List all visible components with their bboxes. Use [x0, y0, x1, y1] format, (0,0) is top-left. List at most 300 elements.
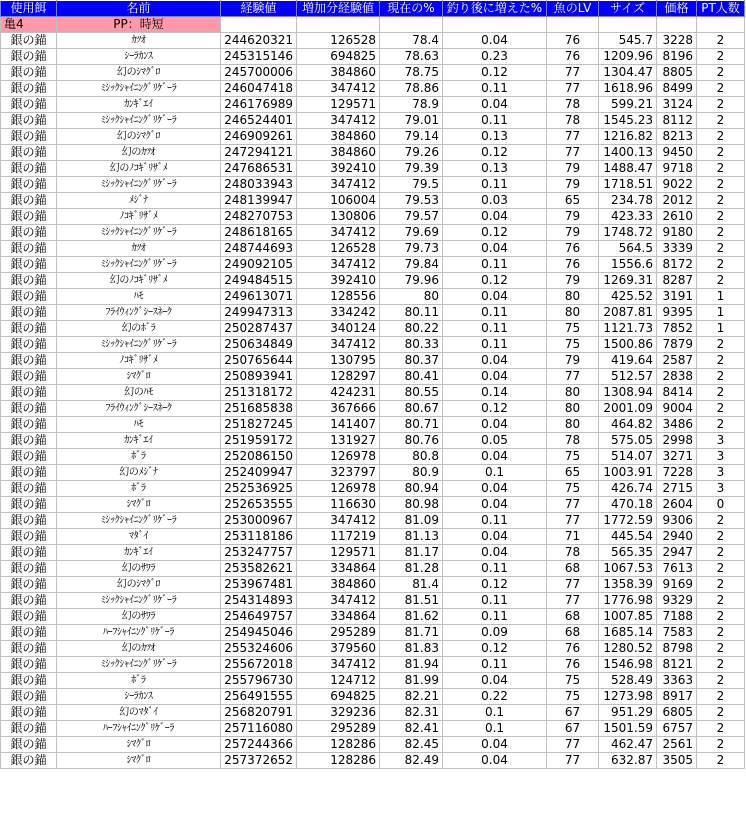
- cell-pct-gain[interactable]: 0.04: [443, 209, 547, 225]
- cell-fish-level[interactable]: 77: [547, 753, 599, 769]
- cell-pct-gain[interactable]: 0.12: [443, 273, 547, 289]
- cell-price[interactable]: 8805: [657, 65, 697, 81]
- cell-pct-gain[interactable]: 0.04: [443, 481, 547, 497]
- cell-fish-name[interactable]: ﾉｺｷﾞﾘｻﾞﾒ: [57, 209, 221, 225]
- cell-fish-level[interactable]: 79: [547, 209, 599, 225]
- cell-party-size[interactable]: 2: [697, 209, 745, 225]
- cell-exp-gain[interactable]: 347412: [297, 513, 380, 529]
- cell-fish-name[interactable]: ﾌﾗｲｳｨﾝｸﾞｼｰｽﾈｰｸ: [57, 305, 221, 321]
- cell-party-size[interactable]: 3: [697, 449, 745, 465]
- cell-party-size[interactable]: 2: [697, 241, 745, 257]
- cell-party-size[interactable]: 2: [697, 113, 745, 129]
- cell-pct-gain[interactable]: 0.04: [443, 289, 547, 305]
- cell-current-pct[interactable]: 81.94: [380, 657, 443, 673]
- cell-party-size[interactable]: 1: [697, 289, 745, 305]
- cell-exp-gain[interactable]: 384860: [297, 145, 380, 161]
- cell-price[interactable]: 2998: [657, 433, 697, 449]
- cell-current-pct[interactable]: 81.62: [380, 609, 443, 625]
- cell-current-pct[interactable]: 80: [380, 289, 443, 305]
- cell-fish-level[interactable]: 71: [547, 529, 599, 545]
- cell-party-size[interactable]: 2: [697, 129, 745, 145]
- cell-fish-level[interactable]: 78: [547, 433, 599, 449]
- cell-size[interactable]: 426.74: [599, 481, 657, 497]
- cell-pct-gain[interactable]: 0.04: [443, 97, 547, 113]
- cell-party-size[interactable]: 2: [697, 161, 745, 177]
- cell-bait[interactable]: 銀の錨: [1, 225, 57, 241]
- cell-price[interactable]: 3191: [657, 289, 697, 305]
- cell-party-size[interactable]: 3: [697, 433, 745, 449]
- cell-exp[interactable]: 252409947: [221, 465, 297, 481]
- cell-current-pct[interactable]: 79.26: [380, 145, 443, 161]
- cell-fish-level[interactable]: 68: [547, 625, 599, 641]
- cell-price[interactable]: 3363: [657, 673, 697, 689]
- cell-fish-level[interactable]: 75: [547, 449, 599, 465]
- cell-price[interactable]: 7228: [657, 465, 697, 481]
- header-fish-level[interactable]: 魚のLV: [547, 1, 599, 17]
- cell-exp[interactable]: 255324606: [221, 641, 297, 657]
- cell-fish-name[interactable]: 幻のｼﾏｸﾞﾛ: [57, 65, 221, 81]
- cell-price[interactable]: 7613: [657, 561, 697, 577]
- cell-price[interactable]: 2715: [657, 481, 697, 497]
- cell-current-pct[interactable]: 78.4: [380, 33, 443, 49]
- cell-size[interactable]: 2001.09: [599, 401, 657, 417]
- cell-fish-name[interactable]: ｼﾏｸﾞﾛ: [57, 737, 221, 753]
- cell-fish-name[interactable]: ﾐｼｯｸｼｬｲﾆﾝｸﾞﾘｹﾞｰﾗ: [57, 257, 221, 273]
- cell-bait[interactable]: 銀の錨: [1, 49, 57, 65]
- cell-exp[interactable]: 255796730: [221, 673, 297, 689]
- cell-fish-name[interactable]: ｼﾏｸﾞﾛ: [57, 497, 221, 513]
- cell-exp[interactable]: 250893941: [221, 369, 297, 385]
- cell-exp[interactable]: 248139947: [221, 193, 297, 209]
- cell-price[interactable]: 8798: [657, 641, 697, 657]
- cell-price[interactable]: 8499: [657, 81, 697, 97]
- cell-party-size[interactable]: 2: [697, 401, 745, 417]
- cell-party-size[interactable]: 2: [697, 705, 745, 721]
- cell-bait[interactable]: 銀の錨: [1, 209, 57, 225]
- cell-party-size[interactable]: 2: [697, 577, 745, 593]
- cell-bait[interactable]: 銀の錨: [1, 145, 57, 161]
- cell-current-pct[interactable]: 78.86: [380, 81, 443, 97]
- cell-price[interactable]: 8172: [657, 257, 697, 273]
- cell-fish-name[interactable]: ﾌﾗｲｳｨﾝｸﾞｼｰｽﾈｰｸ: [57, 401, 221, 417]
- cell-size[interactable]: 1718.51: [599, 177, 657, 193]
- cell-price[interactable]: 7852: [657, 321, 697, 337]
- cell-bait[interactable]: 銀の錨: [1, 65, 57, 81]
- cell-bait[interactable]: 銀の錨: [1, 529, 57, 545]
- cell-pct-gain[interactable]: 0.03: [443, 193, 547, 209]
- cell-party-size[interactable]: 2: [697, 385, 745, 401]
- cell-exp[interactable]: 250765644: [221, 353, 297, 369]
- cell-current-pct[interactable]: 79.57: [380, 209, 443, 225]
- cell-price[interactable]: 9004: [657, 401, 697, 417]
- cell-fish-name[interactable]: ﾎﾞﾗ: [57, 449, 221, 465]
- cell-price[interactable]: 3505: [657, 753, 697, 769]
- cell-fish-name[interactable]: 幻のｻﾜﾗ: [57, 561, 221, 577]
- cell-fish-name[interactable]: ｶﾝｷﾞｴｲ: [57, 97, 221, 113]
- cell-bait[interactable]: 銀の錨: [1, 97, 57, 113]
- cell-price[interactable]: 8196: [657, 49, 697, 65]
- cell-fish-name[interactable]: ﾊｰﾌｼｬｲﾆﾝｸﾞﾘｹﾞｰﾗ: [57, 721, 221, 737]
- cell-exp[interactable]: 252086150: [221, 449, 297, 465]
- cell-bait[interactable]: 銀の錨: [1, 641, 57, 657]
- cell-pct-gain[interactable]: 0.12: [443, 145, 547, 161]
- cell-size[interactable]: 1209.96: [599, 49, 657, 65]
- cell-pct-gain[interactable]: 0.13: [443, 161, 547, 177]
- cell-exp-gain[interactable]: 334864: [297, 561, 380, 577]
- cell-size[interactable]: 632.87: [599, 753, 657, 769]
- cell-current-pct[interactable]: 81.71: [380, 625, 443, 641]
- empty-cell[interactable]: [380, 17, 443, 33]
- cell-party-size[interactable]: 2: [697, 337, 745, 353]
- cell-exp[interactable]: 253118186: [221, 529, 297, 545]
- cell-pct-gain[interactable]: 0.12: [443, 225, 547, 241]
- cell-fish-level[interactable]: 76: [547, 657, 599, 673]
- cell-pct-gain[interactable]: 0.11: [443, 81, 547, 97]
- cell-exp-gain[interactable]: 295289: [297, 721, 380, 737]
- cell-pct-gain[interactable]: 0.13: [443, 129, 547, 145]
- cell-price[interactable]: 3228: [657, 33, 697, 49]
- cell-exp[interactable]: 252653555: [221, 497, 297, 513]
- cell-bait[interactable]: 銀の錨: [1, 737, 57, 753]
- cell-size[interactable]: 1273.98: [599, 689, 657, 705]
- cell-size[interactable]: 462.47: [599, 737, 657, 753]
- cell-bait[interactable]: 銀の錨: [1, 481, 57, 497]
- cell-exp-gain[interactable]: 694825: [297, 49, 380, 65]
- cell-size[interactable]: 1545.23: [599, 113, 657, 129]
- cell-exp-gain[interactable]: 347412: [297, 593, 380, 609]
- cell-bait[interactable]: 銀の錨: [1, 577, 57, 593]
- cell-exp-gain[interactable]: 126528: [297, 33, 380, 49]
- cell-party-size[interactable]: 2: [697, 97, 745, 113]
- cell-size[interactable]: 951.29: [599, 705, 657, 721]
- cell-exp-gain[interactable]: 130795: [297, 353, 380, 369]
- cell-exp-gain[interactable]: 334864: [297, 609, 380, 625]
- cell-price[interactable]: 9180: [657, 225, 697, 241]
- cell-size[interactable]: 470.18: [599, 497, 657, 513]
- cell-current-pct[interactable]: 82.49: [380, 753, 443, 769]
- cell-fish-name[interactable]: 幻のﾏﾀﾞｲ: [57, 705, 221, 721]
- cell-party-size[interactable]: 2: [697, 641, 745, 657]
- cell-price[interactable]: 8917: [657, 689, 697, 705]
- cell-exp[interactable]: 250287437: [221, 321, 297, 337]
- cell-exp-gain[interactable]: 129571: [297, 97, 380, 113]
- cell-pct-gain[interactable]: 0.04: [443, 449, 547, 465]
- cell-fish-level[interactable]: 76: [547, 241, 599, 257]
- cell-size[interactable]: 1772.59: [599, 513, 657, 529]
- cell-exp-gain[interactable]: 347412: [297, 337, 380, 353]
- cell-exp-gain[interactable]: 340124: [297, 321, 380, 337]
- cell-pct-gain[interactable]: 0.11: [443, 513, 547, 529]
- cell-pct-gain[interactable]: 0.12: [443, 641, 547, 657]
- cell-bait[interactable]: 銀の錨: [1, 593, 57, 609]
- cell-price[interactable]: 9450: [657, 145, 697, 161]
- cell-price[interactable]: 9329: [657, 593, 697, 609]
- cell-fish-name[interactable]: 幻のﾊﾓ: [57, 385, 221, 401]
- cell-price[interactable]: 3271: [657, 449, 697, 465]
- cell-bait[interactable]: 銀の錨: [1, 273, 57, 289]
- cell-fish-name[interactable]: ﾊﾓ: [57, 417, 221, 433]
- cell-fish-level[interactable]: 75: [547, 337, 599, 353]
- cell-exp[interactable]: 248033943: [221, 177, 297, 193]
- cell-party-size[interactable]: 2: [697, 65, 745, 81]
- cell-party-size[interactable]: 2: [697, 625, 745, 641]
- cell-fish-level[interactable]: 77: [547, 145, 599, 161]
- cell-current-pct[interactable]: 82.31: [380, 705, 443, 721]
- cell-pct-gain[interactable]: 0.04: [443, 417, 547, 433]
- cell-fish-name[interactable]: 幻のﾒｼﾞﾅ: [57, 465, 221, 481]
- cell-pct-gain[interactable]: 0.11: [443, 321, 547, 337]
- cell-pct-gain[interactable]: 0.04: [443, 673, 547, 689]
- cell-bait[interactable]: 銀の錨: [1, 113, 57, 129]
- cell-price[interactable]: 7879: [657, 337, 697, 353]
- cell-fish-name[interactable]: 幻のｼﾏｸﾞﾛ: [57, 577, 221, 593]
- cell-current-pct[interactable]: 80.71: [380, 417, 443, 433]
- cell-size[interactable]: 419.64: [599, 353, 657, 369]
- cell-bait[interactable]: 銀の錨: [1, 321, 57, 337]
- cell-price[interactable]: 8121: [657, 657, 697, 673]
- cell-fish-level[interactable]: 76: [547, 641, 599, 657]
- cell-price[interactable]: 7583: [657, 625, 697, 641]
- header-exp[interactable]: 経験値: [221, 1, 297, 17]
- cell-bait[interactable]: 銀の錨: [1, 241, 57, 257]
- header-bait[interactable]: 使用餌: [1, 1, 57, 17]
- header-size[interactable]: サイズ: [599, 1, 657, 17]
- cell-exp[interactable]: 254649757: [221, 609, 297, 625]
- cell-current-pct[interactable]: 80.33: [380, 337, 443, 353]
- cell-price[interactable]: 9022: [657, 177, 697, 193]
- cell-current-pct[interactable]: 81.09: [380, 513, 443, 529]
- pp-info-cell[interactable]: PP：時短: [57, 17, 221, 33]
- cell-size[interactable]: 1488.47: [599, 161, 657, 177]
- empty-cell[interactable]: [697, 17, 745, 33]
- cell-pct-gain[interactable]: 0.23: [443, 49, 547, 65]
- cell-exp[interactable]: 254314893: [221, 593, 297, 609]
- cell-bait[interactable]: 銀の錨: [1, 33, 57, 49]
- cell-exp-gain[interactable]: 384860: [297, 65, 380, 81]
- header-name[interactable]: 名前: [57, 1, 221, 17]
- cell-pct-gain[interactable]: 0.04: [443, 545, 547, 561]
- cell-exp-gain[interactable]: 124712: [297, 673, 380, 689]
- cell-price[interactable]: 2587: [657, 353, 697, 369]
- cell-party-size[interactable]: 2: [697, 593, 745, 609]
- cell-exp[interactable]: 257244366: [221, 737, 297, 753]
- cell-fish-level[interactable]: 65: [547, 193, 599, 209]
- cell-pct-gain[interactable]: 0.14: [443, 385, 547, 401]
- cell-fish-name[interactable]: ﾎﾞﾗ: [57, 673, 221, 689]
- cell-exp-gain[interactable]: 141407: [297, 417, 380, 433]
- cell-price[interactable]: 3124: [657, 97, 697, 113]
- cell-exp[interactable]: 257116080: [221, 721, 297, 737]
- cell-fish-level[interactable]: 80: [547, 385, 599, 401]
- cell-fish-name[interactable]: ｼｰﾗｶﾝｽ: [57, 689, 221, 705]
- cell-fish-level[interactable]: 65: [547, 465, 599, 481]
- cell-exp-gain[interactable]: 367666: [297, 401, 380, 417]
- cell-pct-gain[interactable]: 0.04: [443, 353, 547, 369]
- cell-exp[interactable]: 255672018: [221, 657, 297, 673]
- cell-fish-name[interactable]: ﾎﾞﾗ: [57, 481, 221, 497]
- cell-fish-name[interactable]: ﾐｼｯｸｼｬｲﾆﾝｸﾞﾘｹﾞｰﾗ: [57, 81, 221, 97]
- cell-pct-gain[interactable]: 0.1: [443, 721, 547, 737]
- cell-current-pct[interactable]: 80.8: [380, 449, 443, 465]
- cell-pct-gain[interactable]: 0.1: [443, 705, 547, 721]
- cell-current-pct[interactable]: 79.39: [380, 161, 443, 177]
- empty-cell[interactable]: [657, 17, 697, 33]
- cell-bait[interactable]: 銀の錨: [1, 513, 57, 529]
- cell-fish-level[interactable]: 77: [547, 129, 599, 145]
- cell-fish-level[interactable]: 79: [547, 161, 599, 177]
- cell-party-size[interactable]: 2: [697, 273, 745, 289]
- cell-exp[interactable]: 249613071: [221, 289, 297, 305]
- cell-bait[interactable]: 銀の錨: [1, 625, 57, 641]
- cell-fish-name[interactable]: ﾐｼｯｸｼｬｲﾆﾝｸﾞﾘｹﾞｰﾗ: [57, 513, 221, 529]
- header-pct-gain[interactable]: 釣り後に増えた%: [443, 1, 547, 17]
- cell-size[interactable]: 425.52: [599, 289, 657, 305]
- cell-fish-name[interactable]: ｼﾏｸﾞﾛ: [57, 753, 221, 769]
- cell-exp[interactable]: 253247757: [221, 545, 297, 561]
- cell-fish-level[interactable]: 77: [547, 577, 599, 593]
- cell-pct-gain[interactable]: 0.12: [443, 65, 547, 81]
- cell-exp[interactable]: 253000967: [221, 513, 297, 529]
- cell-size[interactable]: 564.5: [599, 241, 657, 257]
- cell-party-size[interactable]: 2: [697, 721, 745, 737]
- cell-current-pct[interactable]: 79.84: [380, 257, 443, 273]
- cell-exp[interactable]: 244620321: [221, 33, 297, 49]
- cell-current-pct[interactable]: 78.75: [380, 65, 443, 81]
- cell-fish-name[interactable]: 幻のｶﾂｵ: [57, 145, 221, 161]
- cell-pct-gain[interactable]: 0.04: [443, 241, 547, 257]
- cell-price[interactable]: 2561: [657, 737, 697, 753]
- cell-bait[interactable]: 銀の錨: [1, 193, 57, 209]
- cell-party-size[interactable]: 2: [697, 193, 745, 209]
- cell-price[interactable]: 8414: [657, 385, 697, 401]
- cell-party-size[interactable]: 2: [697, 225, 745, 241]
- cell-size[interactable]: 1685.14: [599, 625, 657, 641]
- cell-fish-level[interactable]: 79: [547, 177, 599, 193]
- cell-bait[interactable]: 銀の錨: [1, 433, 57, 449]
- cell-pct-gain[interactable]: 0.1: [443, 465, 547, 481]
- cell-fish-name[interactable]: ｶﾝｷﾞｴｲ: [57, 433, 221, 449]
- cell-party-size[interactable]: 2: [697, 753, 745, 769]
- cell-price[interactable]: 9718: [657, 161, 697, 177]
- cell-exp[interactable]: 249092105: [221, 257, 297, 273]
- cell-bait[interactable]: 銀の錨: [1, 81, 57, 97]
- cell-current-pct[interactable]: 79.96: [380, 273, 443, 289]
- cell-fish-level[interactable]: 67: [547, 721, 599, 737]
- cell-size[interactable]: 528.49: [599, 673, 657, 689]
- cell-bait[interactable]: 銀の錨: [1, 257, 57, 273]
- cell-exp-gain[interactable]: 323797: [297, 465, 380, 481]
- cell-exp-gain[interactable]: 106004: [297, 193, 380, 209]
- cell-exp[interactable]: 250634849: [221, 337, 297, 353]
- cell-fish-name[interactable]: ﾐｼｯｸｼｬｲﾆﾝｸﾞﾘｹﾞｰﾗ: [57, 113, 221, 129]
- cell-fish-level[interactable]: 78: [547, 545, 599, 561]
- cell-exp-gain[interactable]: 334242: [297, 305, 380, 321]
- cell-exp-gain[interactable]: 347412: [297, 225, 380, 241]
- cell-current-pct[interactable]: 80.94: [380, 481, 443, 497]
- cell-fish-level[interactable]: 77: [547, 369, 599, 385]
- cell-exp-gain[interactable]: 347412: [297, 177, 380, 193]
- cell-current-pct[interactable]: 78.63: [380, 49, 443, 65]
- cell-fish-name[interactable]: 幻のﾉｺｷﾞﾘｻﾞﾒ: [57, 273, 221, 289]
- cell-current-pct[interactable]: 81.28: [380, 561, 443, 577]
- cell-fish-name[interactable]: ｼｰﾗｶﾝｽ: [57, 49, 221, 65]
- cell-size[interactable]: 1304.47: [599, 65, 657, 81]
- cell-bait[interactable]: 銀の錨: [1, 353, 57, 369]
- cell-size[interactable]: 514.07: [599, 449, 657, 465]
- cell-fish-level[interactable]: 77: [547, 737, 599, 753]
- cell-bait[interactable]: 銀の錨: [1, 705, 57, 721]
- cell-current-pct[interactable]: 80.55: [380, 385, 443, 401]
- cell-fish-name[interactable]: ﾐｼｯｸｼｬｲﾆﾝｸﾞﾘｹﾞｰﾗ: [57, 657, 221, 673]
- cell-exp[interactable]: 245315146: [221, 49, 297, 65]
- cell-fish-level[interactable]: 80: [547, 289, 599, 305]
- cell-bait[interactable]: 銀の錨: [1, 497, 57, 513]
- cell-size[interactable]: 2087.81: [599, 305, 657, 321]
- cell-exp[interactable]: 252536925: [221, 481, 297, 497]
- cell-pct-gain[interactable]: 0.11: [443, 337, 547, 353]
- cell-current-pct[interactable]: 79.69: [380, 225, 443, 241]
- cell-exp-gain[interactable]: 347412: [297, 657, 380, 673]
- cell-exp[interactable]: 248618165: [221, 225, 297, 241]
- cell-fish-name[interactable]: ﾐｼｯｸｼｬｲﾆﾝｸﾞﾘｹﾞｰﾗ: [57, 225, 221, 241]
- header-party-size[interactable]: PT人数: [697, 1, 745, 17]
- cell-fish-level[interactable]: 77: [547, 497, 599, 513]
- cell-exp-gain[interactable]: 424231: [297, 385, 380, 401]
- cell-size[interactable]: 1748.72: [599, 225, 657, 241]
- cell-size[interactable]: 565.35: [599, 545, 657, 561]
- cell-price[interactable]: 8213: [657, 129, 697, 145]
- cell-price[interactable]: 2012: [657, 193, 697, 209]
- cell-pct-gain[interactable]: 0.11: [443, 609, 547, 625]
- cell-pct-gain[interactable]: 0.11: [443, 657, 547, 673]
- cell-current-pct[interactable]: 81.4: [380, 577, 443, 593]
- cell-fish-level[interactable]: 80: [547, 305, 599, 321]
- cell-price[interactable]: 2604: [657, 497, 697, 513]
- cell-exp-gain[interactable]: 379560: [297, 641, 380, 657]
- cell-bait[interactable]: 銀の錨: [1, 177, 57, 193]
- cell-size[interactable]: 545.7: [599, 33, 657, 49]
- bait-info-cell[interactable]: 亀4: [1, 17, 57, 33]
- cell-exp[interactable]: 246047418: [221, 81, 297, 97]
- cell-exp[interactable]: 251318172: [221, 385, 297, 401]
- cell-party-size[interactable]: 2: [697, 417, 745, 433]
- cell-exp[interactable]: 247294121: [221, 145, 297, 161]
- cell-fish-name[interactable]: ﾏﾀﾞｲ: [57, 529, 221, 545]
- cell-fish-name[interactable]: ﾒｼﾞﾅ: [57, 193, 221, 209]
- cell-party-size[interactable]: 2: [697, 609, 745, 625]
- cell-party-size[interactable]: 2: [697, 177, 745, 193]
- cell-current-pct[interactable]: 79.01: [380, 113, 443, 129]
- cell-party-size[interactable]: 2: [697, 33, 745, 49]
- cell-current-pct[interactable]: 79.5: [380, 177, 443, 193]
- cell-party-size[interactable]: 2: [697, 673, 745, 689]
- cell-current-pct[interactable]: 79.53: [380, 193, 443, 209]
- cell-fish-name[interactable]: ｶﾂｵ: [57, 241, 221, 257]
- cell-exp[interactable]: 256491555: [221, 689, 297, 705]
- cell-size[interactable]: 1776.98: [599, 593, 657, 609]
- cell-current-pct[interactable]: 81.51: [380, 593, 443, 609]
- cell-exp-gain[interactable]: 329236: [297, 705, 380, 721]
- header-price[interactable]: 価格: [657, 1, 697, 17]
- cell-price[interactable]: 2838: [657, 369, 697, 385]
- cell-exp-gain[interactable]: 384860: [297, 577, 380, 593]
- cell-exp-gain[interactable]: 128286: [297, 737, 380, 753]
- cell-pct-gain[interactable]: 0.12: [443, 577, 547, 593]
- cell-pct-gain[interactable]: 0.12: [443, 401, 547, 417]
- cell-current-pct[interactable]: 79.14: [380, 129, 443, 145]
- cell-size[interactable]: 1308.94: [599, 385, 657, 401]
- cell-price[interactable]: 2947: [657, 545, 697, 561]
